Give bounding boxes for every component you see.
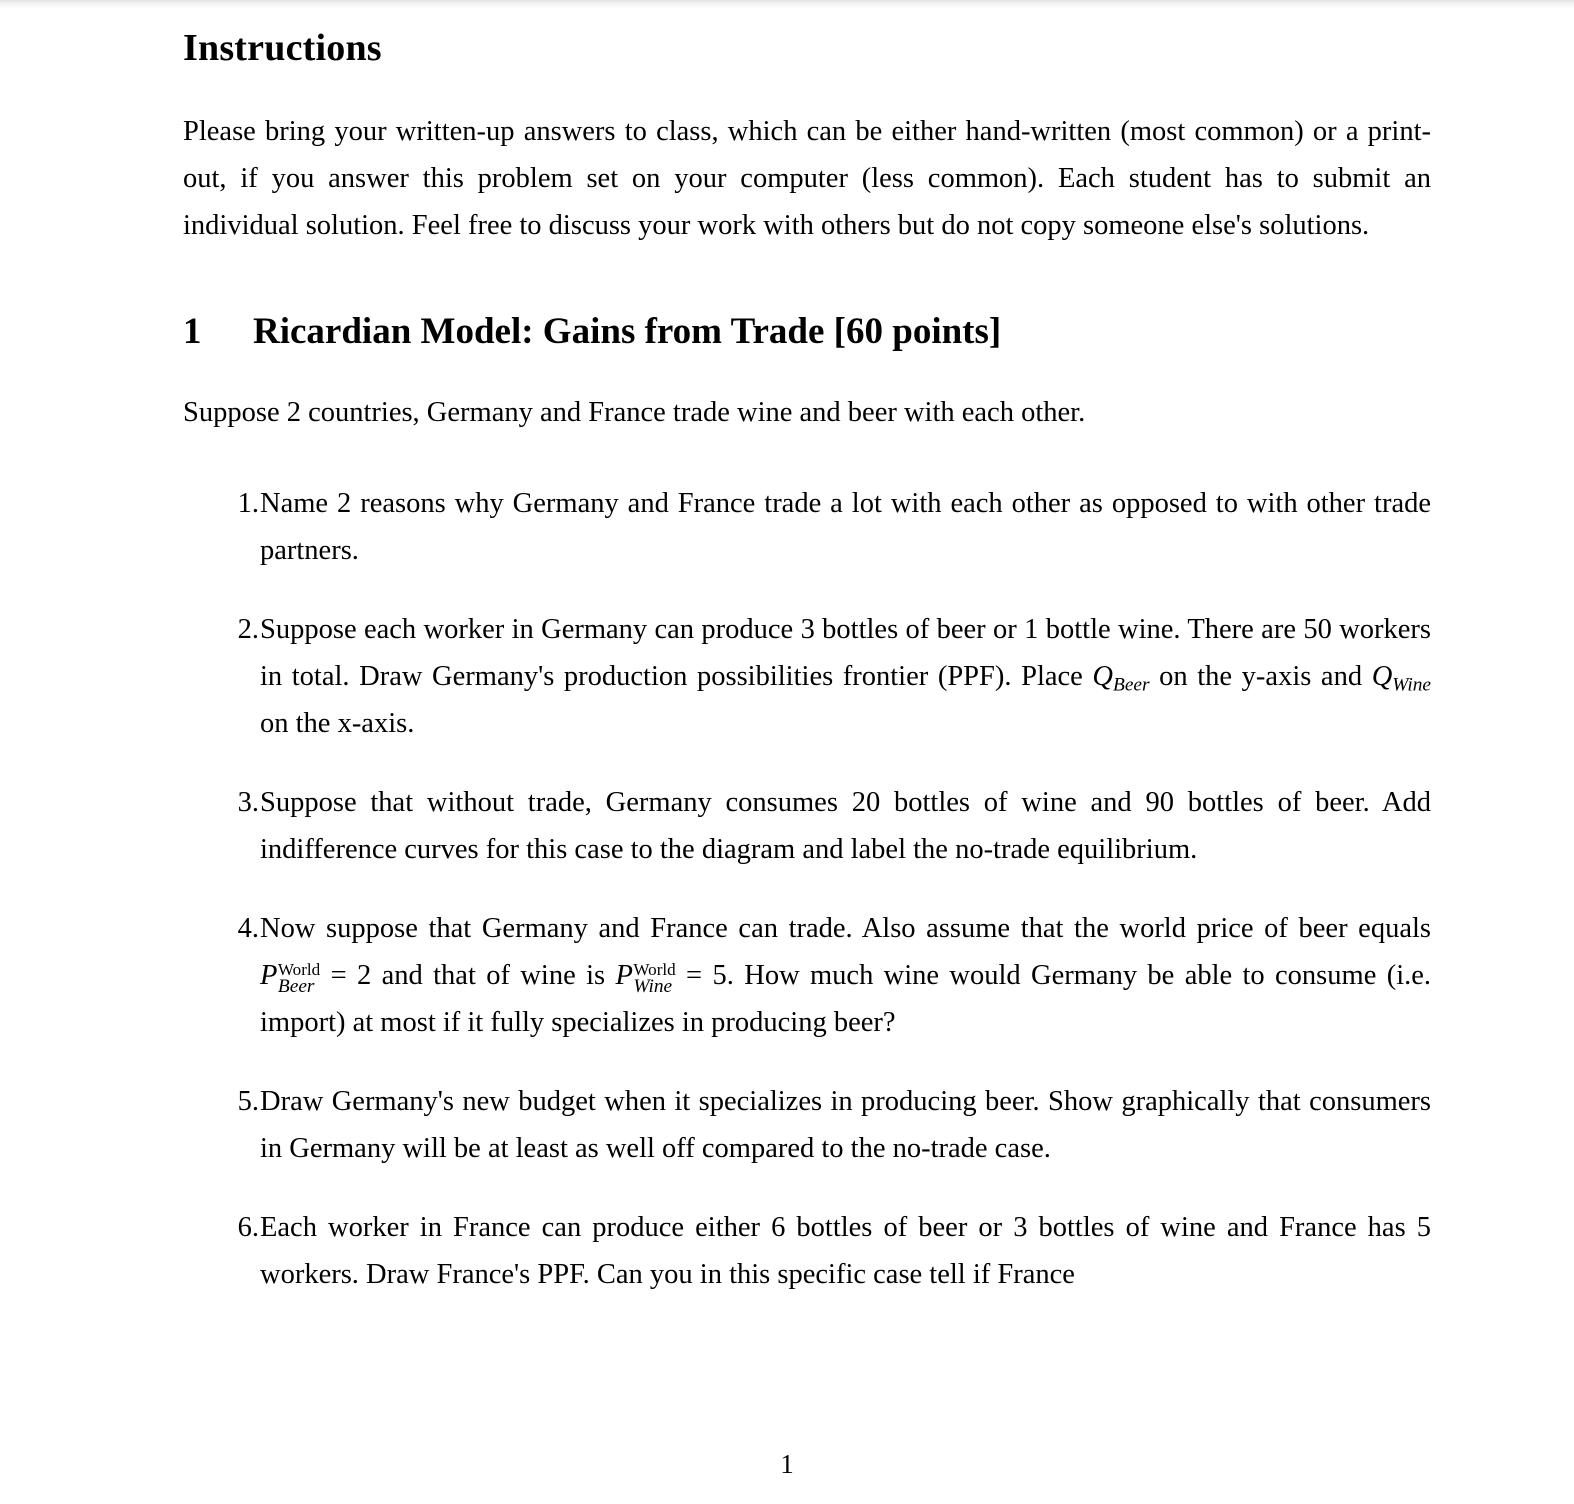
instructions-heading: Instructions: [183, 27, 382, 69]
list-item: [183, 480, 1431, 574]
text-fragment: Now suppose that Germany and France can trade. Also assume that the world price of beer equals: [260, 913, 1431, 945]
page-content: [183, 0, 1431, 1298]
text-fragment: . How much wine would Germany be able to consume (i.e. import) at most if it fully specializes in producing beer?: [260, 960, 1432, 1039]
text-fragment: and that of wine is: [371, 960, 616, 992]
list-item-text: [260, 905, 1431, 1046]
list-item-marker: 1.: [237, 488, 259, 520]
section-heading: [183, 249, 1431, 354]
section-title: Ricardian Model: Gains from Trade [60 points]: [253, 310, 1002, 352]
list-item-marker: 3.: [237, 787, 259, 819]
list-item: [183, 1078, 1431, 1172]
math-p-wine-world: P World Wine = 5: [615, 959, 727, 998]
list-item: [183, 606, 1431, 747]
math-variable: Q: [1371, 661, 1393, 693]
list-item-text: Name 2 reasons why Germany and France trade a lot with each other as opposed to with other trade partners.: [260, 488, 1431, 567]
text-fragment: on the y-axis and: [1149, 661, 1372, 693]
list-item-text: Draw Germany's new budget when it specializes in producing beer. Show graphically that consumers in Germany will be at least as well off compared to the no-trade case.: [260, 1086, 1431, 1165]
list-item-text: [260, 606, 1431, 747]
problem-list: [183, 436, 1431, 1298]
list-item: [183, 905, 1431, 1046]
math-variable: P: [260, 960, 278, 992]
math-p-beer-world: P World Beer = 2: [260, 959, 372, 998]
math-q-wine: [1371, 661, 1431, 696]
list-item-marker: 2.: [237, 614, 259, 646]
math-variable: Q: [1092, 661, 1114, 693]
list-item-marker: 4.: [237, 913, 259, 945]
section-number: 1: [183, 310, 202, 352]
list-item-text: Each worker in France can produce either 6 bottles of beer or 3 bottles of wine and France has 5 workers. Draw France's PPF. Can you in this specific case tell if France: [260, 1212, 1431, 1291]
page-number: 1: [780, 1449, 794, 1479]
math-equals-value: = 5: [675, 960, 727, 992]
math-equals-value: = 2: [320, 960, 372, 992]
text-fragment: Suppose each worker in Germany can produce 3 bottles of beer or 1 bottle wine. There are 50 workers in total. Draw Germany's production possibilities frontier (PPF). Place: [260, 614, 1431, 693]
text-fragment: on the x-axis.: [260, 708, 415, 740]
list-item-text: Suppose that without trade, Germany consumes 20 bottles of wine and 90 bottles of beer. Add indifference curves for this case to the diagram and label the no-trade equilibrium.: [260, 787, 1431, 866]
math-subscript: Wine: [1392, 674, 1431, 696]
section-intro-paragraph: Suppose 2 countries, Germany and France trade wine and beer with each other.: [183, 397, 1086, 429]
list-item: [183, 1204, 1431, 1298]
list-item: [183, 779, 1431, 873]
instructions-paragraph: Please bring your written-up answers to class, which can be either hand-written (most common) or a print-out, if you answer this problem set on your computer (less common). Each student has to submit an individual solution. Feel free to discuss your work with others but do not copy someone else's solutions.: [183, 115, 1431, 241]
list-item-marker: 5.: [237, 1086, 259, 1118]
math-subscript: Beer: [1113, 674, 1150, 696]
list-item-marker: 6.: [237, 1212, 259, 1244]
math-variable: P: [615, 960, 633, 992]
math-q-beer: [1092, 661, 1150, 696]
